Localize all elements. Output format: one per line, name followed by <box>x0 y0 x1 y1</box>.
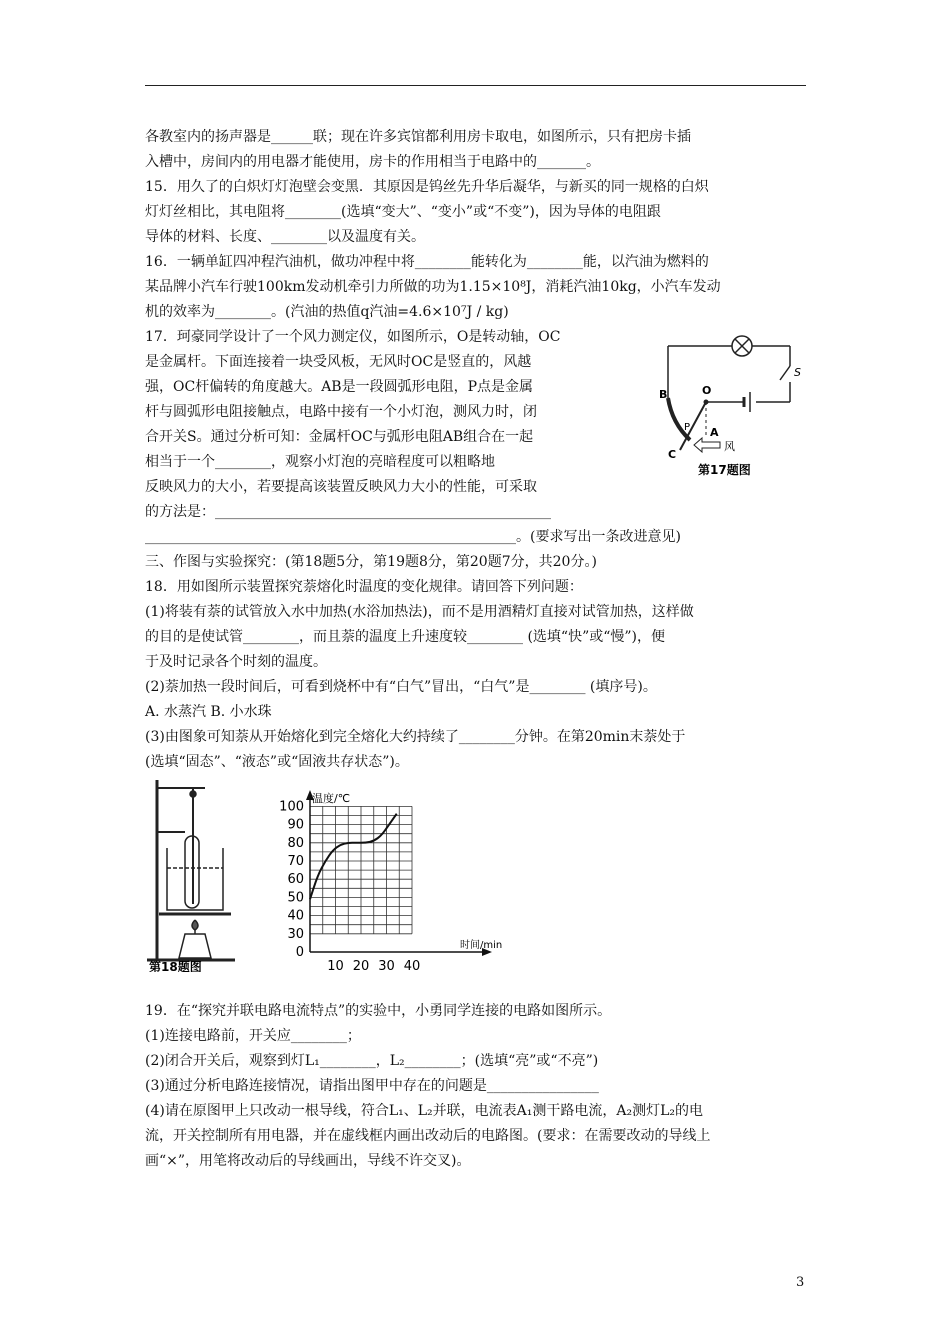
text-line: 于及时记录各个时刻的温度。 <box>145 654 327 670</box>
text-line: 反映风力的大小，若要提高该装置反映风力大小的性能，可采取 <box>145 479 537 495</box>
text-line: (2)闭合开关后，观察到灯L₁________，L₂________；(选填“亮”或“不亮”) <box>145 1053 599 1069</box>
text-line: (2)萘加热一段时间后，可看到烧杯中有“白气”冒出，“白气”是________ (填序号)。 <box>145 679 657 695</box>
text-line: (1)将装有萘的试管放入水中加热(水浴加热法)，而不是用酒精灯直接对试管加热，这样做 <box>145 604 694 620</box>
text-line: (3)通过分析电路连接情况，请指出图甲中存在的问题是________________ <box>145 1078 599 1094</box>
text-line: 15．用久了的白炽灯灯泡壁会变黑．其原因是钨丝先升华后凝华，与新买的同一规格的白炽 <box>145 179 709 195</box>
page-number: 3 <box>796 1275 805 1290</box>
label-wind: 风 <box>724 440 735 453</box>
text-line: 流，开关控制所有用电器，并在虚线框内画出改动后的电路图。(要求：在需要改动的导线上 <box>145 1128 711 1144</box>
text-line: 强，OC杆偏转的角度越大。AB是一段圆弧形电阻，P点是金属 <box>145 379 534 395</box>
text-line: 灯灯丝相比，其电阻将________(选填“变大”、“变小”或“不变”)，因为导体的电阻跟 <box>145 204 661 220</box>
text-line: 画“×”，用笔将改动后的导线画出，导线不许交叉)。 <box>145 1153 471 1169</box>
text-line: 合开关S。通过分析可知：金属杆OC与弧形电阻AB组合在一起 <box>145 429 534 445</box>
fig18-caption: 第18题图 <box>149 960 202 972</box>
label-o: O <box>702 384 712 397</box>
x-tick-label: 20 <box>352 959 370 974</box>
fig18-apparatus-diagram <box>145 772 275 972</box>
y-tick-label: 0 <box>295 945 304 960</box>
label-b: B <box>659 388 668 401</box>
label-c: C <box>668 448 677 461</box>
y-tick-label: 70 <box>287 854 304 869</box>
text-line: 某品牌小汽车行驶100km发动机牵引力所做的功为1.15×10⁸J，消耗汽油10kg，小汽车发动 <box>145 279 721 295</box>
temperature-time-chart <box>270 780 510 980</box>
label-s: S <box>794 366 801 379</box>
text-line: 杆与圆弧形电阻接触点，电路中接有一个小灯泡，测风力时，闭 <box>145 404 537 420</box>
text-line: (选填“固态”、“液态”或“固液共存状态”)。 <box>145 754 409 770</box>
fig17-caption: 第17题图 <box>698 463 751 477</box>
text-line: 16．一辆单缸四冲程汽油机，做功冲程中将________能转化为________能，以汽油为燃料的 <box>145 254 709 270</box>
text-line: (1)连接电路前，开关应________； <box>145 1028 361 1044</box>
text-line: 是金属杆。下面连接着一块受风板，无风时OC是竖直的，风越 <box>145 354 532 370</box>
text-line: _____________________________________________________。(要求写出一条改进意见) <box>145 529 681 545</box>
y-tick-label: 90 <box>287 817 304 833</box>
text-line: 17．珂豪同学设计了一个风力测定仪，如图所示，O是转动轴，OC <box>145 329 561 345</box>
text-line: 18．用如图所示装置探究萘熔化时温度的变化规律。请回答下列问题： <box>145 579 583 595</box>
x-tick-label: 10 <box>327 959 344 974</box>
text-line: 19．在“探究并联电路电流特点”的实验中，小勇同学连接的电路如图所示。 <box>145 1003 612 1019</box>
label-p: P <box>684 422 691 433</box>
text-line: 各教室内的扬声器是______联；现在许多宾馆都利用房卡取电，如图所示，只有把房卡插 <box>145 129 691 145</box>
y-tick-label: 50 <box>287 890 304 906</box>
x-tick-label: 40 <box>403 959 421 974</box>
section-heading: 三、作图与实验探究：(第18题5分，第19题8分，第20题7分，共20分。) <box>145 554 597 570</box>
label-a: A <box>710 426 719 439</box>
y-tick-label: 80 <box>287 835 304 851</box>
text-line: (4)请在原图甲上只改动一根导线，符合L₁、L₂并联，电流表A₁测干路电流，A₂测灯L₂的电 <box>145 1103 704 1119</box>
x-axis-label: 时间/min <box>460 940 503 951</box>
text-line: (3)由图象可知萘从开始熔化到完全熔化大约持续了________分钟。在第20min末萘处于 <box>145 729 686 745</box>
y-tick-label: 60 <box>287 872 304 888</box>
header-rule <box>145 85 806 86</box>
text-line: 的方法是：________________________________________________ <box>145 504 551 520</box>
text-line: 的目的是使试管________，而且萘的温度上升速度较________ (选填“快”或“慢”)，便 <box>145 629 666 645</box>
x-tick-label: 30 <box>378 959 395 974</box>
fig17-circuit-diagram <box>650 318 810 478</box>
text-line: 相当于一个________，观察小灯泡的亮暗程度可以粗略地 <box>145 454 495 470</box>
y-tick-label: 40 <box>287 908 304 924</box>
text-line: 导体的材料、长度、________以及温度有关。 <box>145 229 425 245</box>
y-tick-label: 100 <box>279 799 304 815</box>
y-axis-label: 温度/℃ <box>312 792 351 805</box>
text-line: A. 水蒸汽 B. 小水珠 <box>145 704 272 720</box>
y-tick-label: 30 <box>287 926 304 942</box>
text-line: 机的效率为________。(汽油的热值q汽油=4.6×10⁷J / kg) <box>145 304 509 320</box>
text-line: 入槽中，房间内的用电器才能使用，房卡的作用相当于电路中的_______。 <box>145 154 600 170</box>
